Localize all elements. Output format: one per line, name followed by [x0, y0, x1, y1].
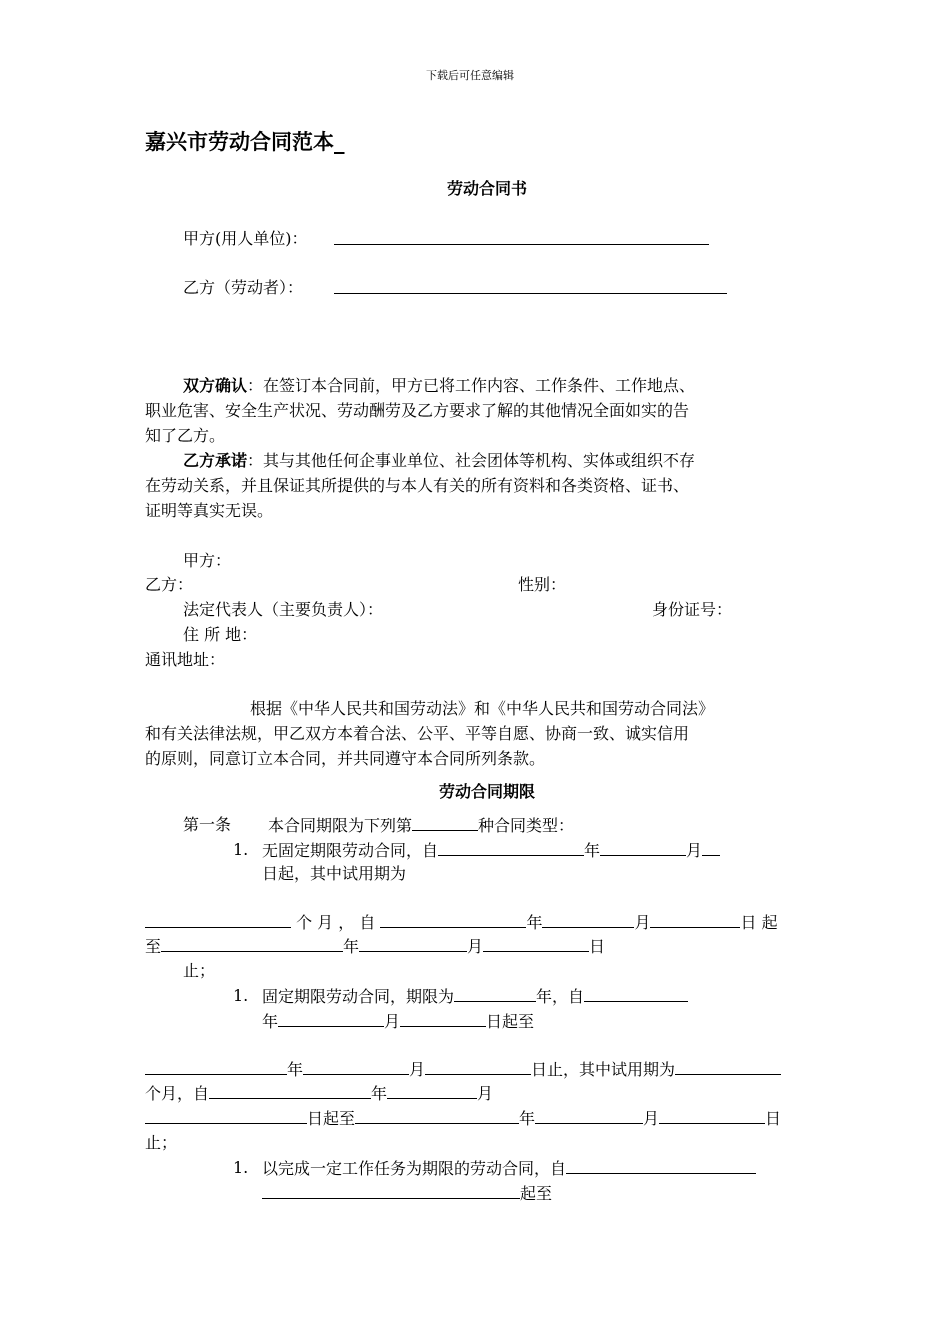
item-2-number: 1.: [233, 986, 249, 1005]
blank: [355, 1106, 519, 1124]
blank: [438, 838, 584, 856]
blank: [209, 1081, 371, 1099]
to-label: 至: [145, 937, 162, 956]
page-header: 下载后可任意编辑: [426, 69, 514, 82]
month-label: 月: [384, 1012, 401, 1031]
promise-heading: 乙方承诺: [183, 451, 248, 470]
section-term-heading: 劳动合同期限: [439, 782, 536, 801]
blank: [145, 1106, 307, 1124]
blank: [145, 910, 291, 928]
contract-subtitle: 劳动合同书: [447, 179, 528, 198]
item-3-until-label: 起至: [520, 1184, 553, 1203]
month-label: 月: [634, 913, 651, 932]
blank: [584, 984, 688, 1002]
day-start-to-label: 日起至: [307, 1109, 356, 1128]
document-title: 嘉兴市劳动合同范本_: [145, 130, 345, 154]
item-2-line-4: [145, 1081, 493, 1106]
item-1-to-line: [145, 934, 605, 959]
blank: [278, 1009, 384, 1027]
blank: [659, 1106, 765, 1124]
month-label: 月: [467, 937, 484, 956]
blank: [380, 910, 526, 928]
year-label: 年: [519, 1109, 536, 1128]
basis-line-1: 根据《中华人民共和国劳动法》和《中华人民共和国劳动合同法》: [250, 699, 715, 718]
info-address: 通讯地址：: [145, 650, 226, 669]
article-1-blank: [412, 813, 478, 831]
blank: [702, 838, 720, 856]
article-1-label: 第一条: [183, 815, 232, 834]
blank: [303, 1057, 409, 1075]
day-start-label: 日 起: [740, 913, 778, 932]
confirm-line-3: 知了乙方。: [145, 426, 226, 445]
blank: [400, 1009, 486, 1027]
item-3-number: 1.: [233, 1158, 249, 1177]
info-party-a: 甲方：: [183, 551, 232, 570]
blank: [675, 1057, 781, 1075]
info-party-b: 乙方：: [145, 575, 194, 594]
blank: [650, 910, 740, 928]
month-label: 月: [686, 841, 703, 860]
info-residence: 住 所 地：: [183, 625, 258, 644]
blank: [535, 1106, 643, 1124]
year-label: 年: [343, 937, 360, 956]
year-label: 年: [371, 1084, 388, 1103]
blank: [425, 1057, 531, 1075]
blank: [566, 1156, 756, 1174]
basis-line-2: 和有关法律法规，甲乙双方本着合法、公平、平等自愿、协商一致、诚实信用: [145, 724, 690, 743]
item-2-line-2: [262, 1009, 534, 1034]
confirm-heading: 双方确认: [183, 376, 248, 395]
months-from-label: 个月，自: [145, 1084, 210, 1103]
article-1-text: [268, 813, 574, 838]
year-label: 年: [262, 1012, 279, 1031]
party-a-label: 甲方(用人单位)：: [183, 229, 308, 248]
trial-months-label: 个 月 ， 自: [296, 913, 376, 932]
blank: [542, 910, 634, 928]
blank: [483, 934, 589, 952]
item-3-line-2: [262, 1181, 552, 1206]
day-start-to-label: 日起至: [486, 1012, 535, 1031]
day-stop-trial-label: 日止，其中试用期为: [531, 1060, 676, 1079]
promise-line-3: 证明等真实无误。: [145, 501, 274, 520]
article-1-text-a: 本合同期限为下列第: [268, 816, 413, 835]
month-label: 月: [409, 1060, 426, 1079]
item-3-text: 以完成一定工作任务为期限的劳动合同，自: [262, 1159, 567, 1178]
item-2-line-3: [145, 1057, 781, 1082]
item-2-stop: 止；: [145, 1133, 178, 1152]
blank: [359, 934, 467, 952]
party-b-label: 乙方（劳动者）：: [183, 278, 304, 297]
item-2-text: 固定期限劳动合同，期限为: [262, 987, 455, 1006]
item-1-text: 无固定期限劳动合同，自: [262, 841, 439, 860]
promise-line-2: 在劳动关系，并且保证其所提供的与本人有关的所有资料和各类资格、证书、: [145, 476, 690, 495]
promise-paragraph: [183, 449, 695, 473]
item-2-line-1: [262, 984, 688, 1009]
year-label: 年: [526, 913, 543, 932]
month-label: 月: [477, 1084, 494, 1103]
promise-line-1: ：其与其他任何企事业单位、社会团体等机构、实体或组织不存: [247, 451, 696, 470]
confirm-line-1: ：在签订本合同前，甲方已将工作内容、工作条件、工作地点、: [247, 376, 696, 395]
blank: [145, 1057, 287, 1075]
day-label: 日: [589, 937, 606, 956]
item-1-line-1: [262, 838, 720, 863]
party-b-blank: [334, 293, 727, 294]
confirm-paragraph: [183, 374, 695, 398]
year-label: 年: [584, 841, 601, 860]
confirm-line-2: 职业危害、安全生产状况、劳动酬劳及乙方要求了解的其他情况全面如实的告: [145, 401, 690, 420]
item-3-line-1: [262, 1156, 756, 1181]
year-from-label: 年，自: [536, 987, 585, 1006]
item-1-stop: 止；: [183, 961, 216, 980]
item-1-number: 1.: [233, 840, 249, 859]
month-label: 月: [643, 1109, 660, 1128]
article-1-text-b: 种合同类型：: [478, 816, 575, 835]
item-2-line-5: [145, 1106, 781, 1131]
blank: [600, 838, 686, 856]
blank: [161, 934, 343, 952]
day-label: 日: [765, 1109, 782, 1128]
blank: [454, 984, 536, 1002]
info-id-no: 身份证号：: [652, 600, 733, 619]
info-gender: 性别：: [518, 575, 567, 594]
item-1-trial-line: [145, 910, 778, 935]
year-label: 年: [287, 1060, 304, 1079]
party-a-blank: [334, 244, 709, 245]
basis-line-3: 的原则，同意订立本合同，并共同遵守本合同所列条款。: [145, 749, 546, 768]
info-legal-rep: 法定代表人（主要负责人）：: [183, 600, 384, 619]
blank: [387, 1081, 477, 1099]
item-1-line-2: 日起，其中试用期为: [262, 864, 407, 883]
blank: [262, 1181, 520, 1199]
